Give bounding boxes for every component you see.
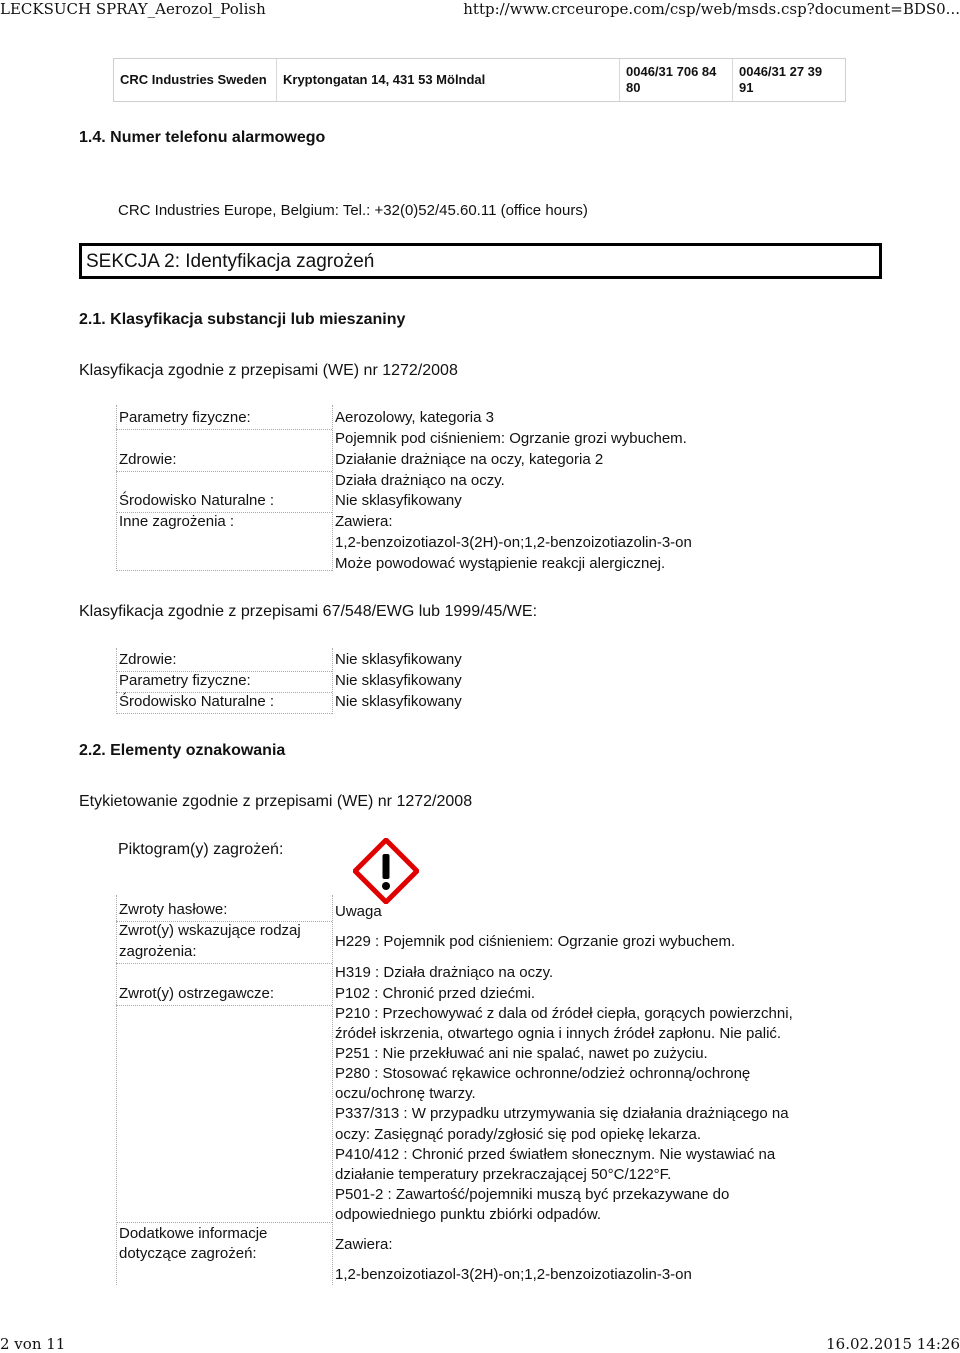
additional-info-line1: Zawiera: [335, 1236, 393, 1253]
page-number: 2 von 11 [0, 1335, 66, 1353]
section-1-4-heading: 1.4. Numer telefonu alarmowego [79, 129, 326, 146]
precautionary-line: P337/313 : W przypadku utrzymywania się działania drażniącego na [335, 1105, 789, 1122]
hazard-statements-label-line2: zagrożenia: [119, 943, 197, 960]
clp-env-label: Środowisko Naturalne : [116, 492, 332, 513]
emergency-phone: CRC Industries Europe, Belgium: Tel.: +32(0)52/45.60.11 (office hours) [118, 202, 588, 219]
hazard-statement: H319 : Działa drażniąco na oczy. [335, 964, 554, 981]
precautionary-line: źródeł iskrzenia, otwartego ognia i innych źródeł zapłonu. Nie palić. [335, 1025, 782, 1042]
subsection-2-1-heading: 2.1. Klasyfikacja substancji lub mieszaniny [79, 311, 406, 328]
clp-health-line2: Działa drażniąco na oczy. [335, 472, 505, 489]
precautionary-line: działanie temperatury przekraczającej 50°C/122°F. [335, 1166, 672, 1183]
fax-number: 0046/31 27 39 91 [739, 64, 823, 95]
clp-other-line3: Może powodować wystąpienie reakcji alergicznej. [335, 555, 666, 572]
clp-other-line2: 1,2-benzoizotiazol-3(2H)-on;1,2-benzoizotiazolin-3-on [335, 534, 692, 551]
dsd-env-value: Nie sklasyfikowany [335, 693, 462, 710]
precautionary-line: odpowiedniego punktu zbiórki odpadów. [335, 1206, 602, 1223]
precautionary-line: oczy: Zasięgnąć porady/zgłosić się pod opiekę lekarza. [335, 1126, 702, 1143]
dsd-health-value: Nie sklasyfikowany [335, 651, 462, 668]
section-2-header [79, 243, 882, 279]
clp-heading: Klasyfikacja zgodnie z przepisami (WE) nr 1272/2008 [79, 362, 458, 379]
clp-env-value: Nie sklasyfikowany [335, 492, 462, 509]
company-cell [114, 59, 277, 101]
company-address: Kryptongatan 14, 431 53 Mölndal [283, 72, 486, 87]
dsd-env-label: Środowisko Naturalne : [116, 693, 332, 714]
clp-column-divider [332, 405, 333, 571]
clp-other-line1: Zawiera: [335, 513, 393, 530]
signal-word-label: Zwroty hasłowe: [116, 901, 332, 922]
print-datetime: 16.02.2015 14:26 [826, 1335, 960, 1353]
precautionary-line: P280 : Stosować rękawice ochronne/odzież ochronną/ochronę [335, 1065, 751, 1082]
hazard-statements-label-line1: Zwrot(y) wskazujące rodzaj [119, 922, 301, 939]
precautionary-line: oczu/ochronę twarzy. [335, 1085, 476, 1102]
phone-cell [620, 59, 733, 101]
phone-line1: 0046/31 706 84 [626, 64, 717, 79]
precautionary-line: P102 : Chronić przed dziećmi. [335, 985, 536, 1002]
precautionary-underline [116, 1222, 332, 1223]
clp-physical-label: Parametry fizyczne: [116, 409, 332, 430]
dsd-left-border [116, 648, 117, 714]
precautionary-line: P501-2 : Zawartość/pojemniki muszą być przekazywane do [335, 1186, 730, 1203]
precautionary-line: P210 : Przechowywać z dala od źródeł ciepła, gorących powierzchni, [335, 1005, 793, 1022]
address-cell [277, 59, 620, 101]
hazard-statement: H229 : Pojemnik pod ciśnieniem: Ogrzanie grozi wybuchem. [335, 933, 736, 950]
clp-health-line1: Działanie drażniące na oczy, kategoria 2 [335, 451, 604, 468]
phone-line2: 80 [626, 80, 641, 95]
dsd-column-divider [332, 648, 333, 714]
additional-info-label-line2: dotyczące zagrożeń: [119, 1245, 257, 1262]
company-name: CRC Industries Sweden [120, 72, 267, 87]
clp-other-label: Inne zagrożenia : [116, 513, 332, 571]
hazard-label-underline [116, 963, 332, 964]
precautionary-line: P410/412 : Chronić przed światłem słonecznym. Nie wystawiać na [335, 1146, 776, 1163]
exclamation-mark-diamond-icon [353, 838, 419, 904]
page-url[interactable]: http://www.crceurope.com/csp/web/msds.csp?document=BDS0... [463, 0, 960, 18]
clp-health-label: Zdrowie: [116, 451, 332, 472]
clp-physical-line1: Aerozolowy, kategoria 3 [335, 409, 494, 426]
dsd-physical-value: Nie sklasyfikowany [335, 672, 462, 689]
signal-word-value: Uwaga [335, 903, 382, 920]
labelling-column-divider [332, 895, 333, 1285]
dsd-physical-label: Parametry fizyczne: [116, 672, 332, 693]
fax-cell [733, 59, 845, 101]
section-2-title: SEKCJA 2: Identyfikacja zagrożeń [86, 251, 375, 272]
pictogram-label: Piktogram(y) zagrożeń: [118, 841, 284, 858]
clp-physical-line2: Pojemnik pod ciśnieniem: Ogrzanie grozi wybuchem. [335, 430, 687, 447]
contact-table [113, 58, 846, 102]
dsd-health-label: Zdrowie: [116, 651, 332, 672]
precautionary-label: Zwrot(y) ostrzegawcze: [116, 985, 332, 1006]
labelling-heading: Etykietowanie zgodnie z przepisami (WE) nr 1272/2008 [79, 793, 473, 810]
additional-info-line2: 1,2-benzoizotiazol-3(2H)-on;1,2-benzoizotiazolin-3-on [335, 1266, 692, 1283]
subsection-2-2-heading: 2.2. Elementy oznakowania [79, 742, 286, 759]
labelling-left-border [116, 895, 117, 1285]
additional-info-label-line1: Dodatkowe informacje [119, 1225, 268, 1242]
dsd-heading: Klasyfikacja zgodnie z przepisami 67/548/EWG lub 1999/45/WE: [79, 603, 538, 620]
precautionary-line: P251 : Nie przekłuwać ani nie spalać, nawet po zużyciu. [335, 1045, 708, 1062]
document-title: LECKSUCH SPRAY_Aerozol_Polish [0, 0, 266, 18]
clp-left-border [116, 405, 117, 571]
